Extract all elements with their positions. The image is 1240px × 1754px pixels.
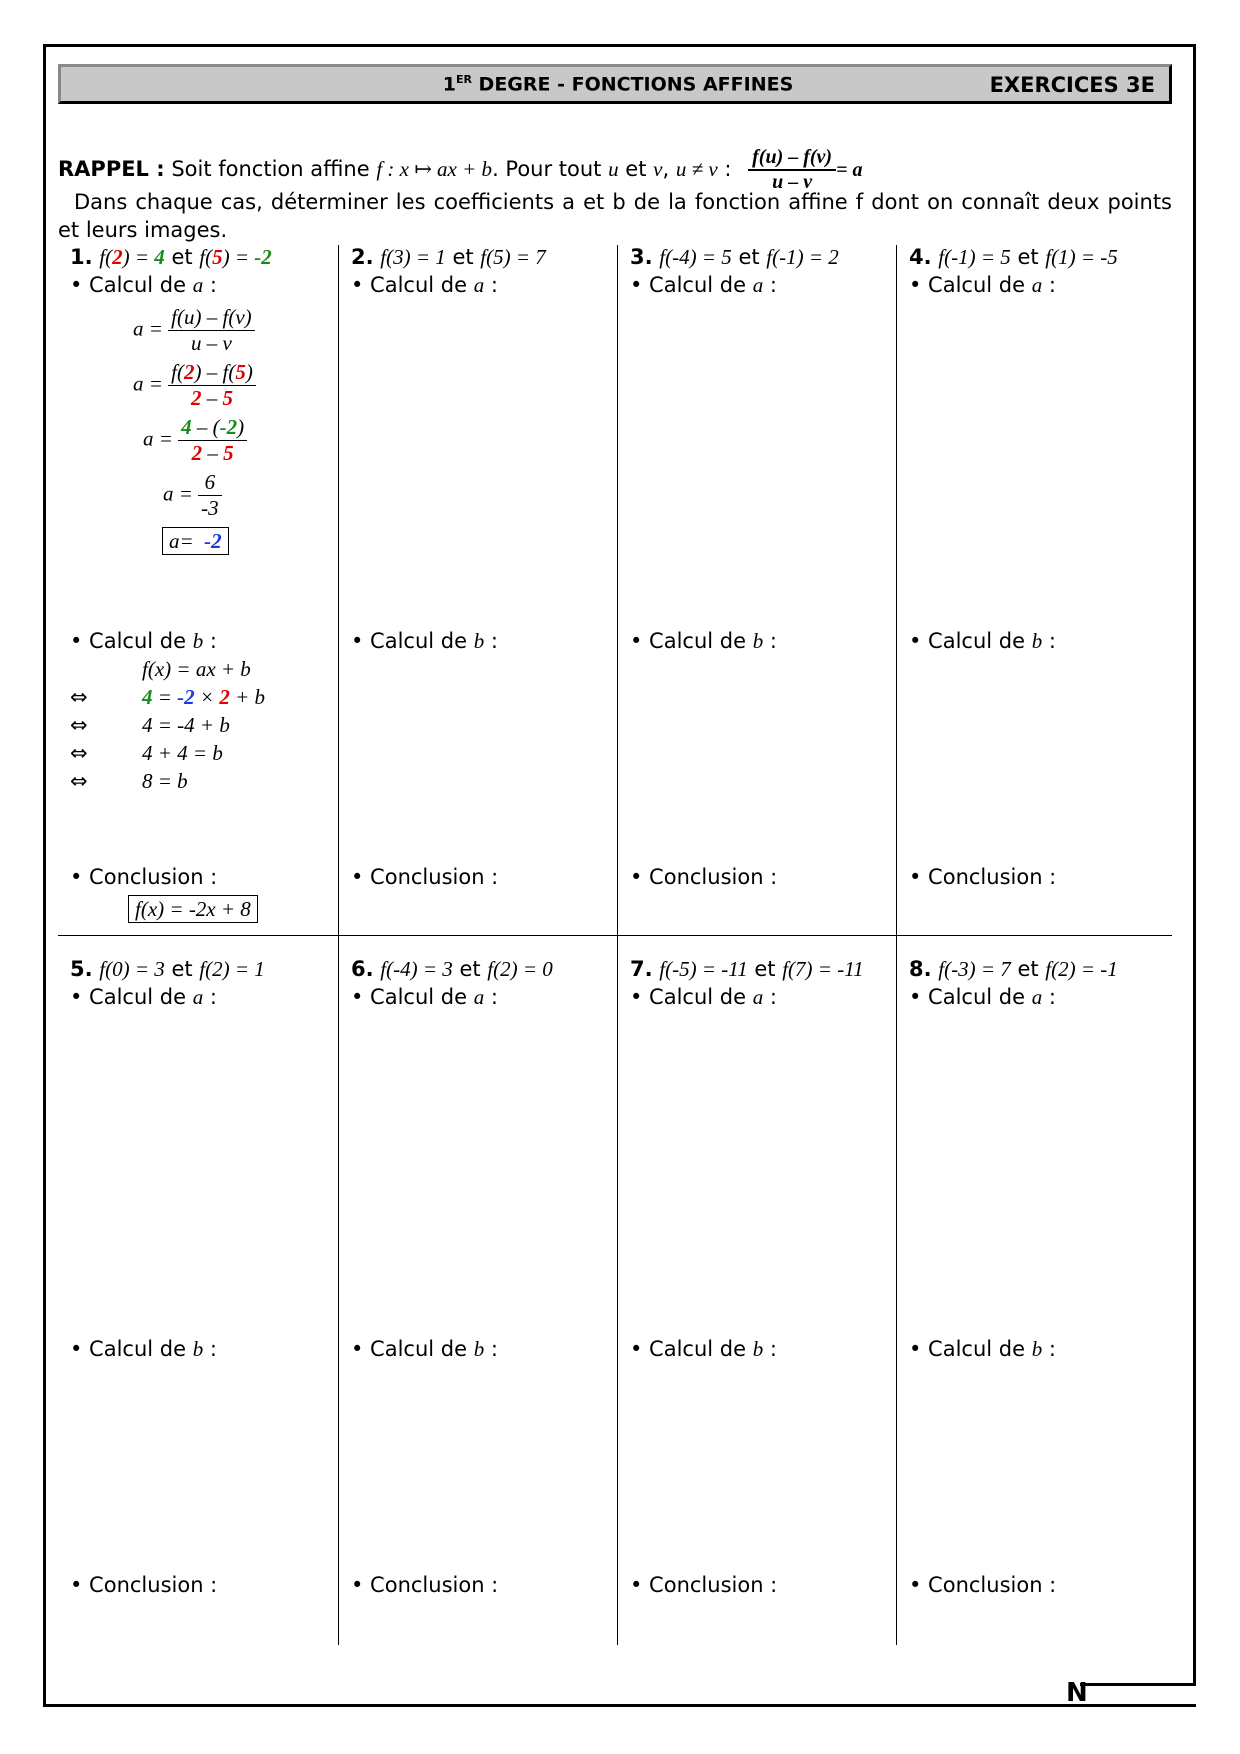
exercise-7 [618,957,883,1647]
calcul-b-label: • Calcul de b : [351,629,498,653]
calcul-a-label: • Calcul de a : [351,985,498,1009]
conclusion-label: • Conclusion : [630,865,778,889]
exercise-title: 7. f(-5) = -11 et f(7) = -11 [630,957,864,981]
step-a-substitute-x: a = $\frac{f(2) - f(5)}{2 - 5}$ [133,360,256,411]
instructions: Dans chaque cas, déterminer les coefficients a et b de la fonction affine f dont on connaît deux points et leurs images. [58,190,1172,242]
step-a-substitute-y: a = $\frac{4 - (-2)}{2 - 5}$ [143,415,247,466]
exercise-4 [897,245,1162,935]
exercise-1 [58,245,323,935]
exercise-title: 2. f(3) = 1 et f(5) = 7 [351,245,546,269]
rappel-fraction: $\frac{f(u) - f(v)}{u - v}$ [748,146,836,194]
calcul-b-label: • Calcul de b : [630,629,777,653]
exercise-title: 5. f(0) = 3 et f(2) = 1 [70,957,265,981]
calcul-b-label: • Calcul de b : [630,1337,777,1361]
step-b-4: ⇔ 4 + 4 = b [70,741,223,765]
conclusion-label: • Conclusion : [351,865,499,889]
conclusion-label: • Conclusion : [630,1573,778,1597]
step-b-formula: f(x) = ax + b [142,657,251,681]
exercise-2 [339,245,604,935]
conclusion-label: • Conclusion : [909,1573,1057,1597]
result-a: a= -2 [162,529,229,554]
corner-mark: N [1066,1678,1088,1708]
exercise-title: 4. f(-1) = 5 et f(1) = -5 [909,245,1118,269]
calcul-a-label: • Calcul de a : [909,985,1056,1009]
rappel: RAPPEL : Soit fonction affine f : x ↦ ax + b. Pour tout u et v, u ≠ v : $\frac{f(u) - f(v)}{u - v}$ = a [58,146,863,193]
calcul-b-label: • Calcul de b : [70,1337,217,1361]
exercise-6 [339,957,604,1647]
page-frame-right [1193,44,1196,1684]
calcul-a-label: • Calcul de a : [630,985,777,1009]
conclusion-label: • Conclusion : [70,1573,218,1597]
calcul-b-label: • Calcul de b : [70,629,217,653]
calcul-a-label: • Calcul de a : [909,273,1056,297]
exercise-8 [897,957,1162,1647]
corner-line [1080,1683,1196,1686]
conclusion-result: f(x) = -2x + 8 [128,897,258,922]
calcul-b-label: • Calcul de b : [909,1337,1056,1361]
step-a-formula: a = $\frac{f(u) - f(v)}{u - v}$ [133,305,255,356]
step-b-2: ⇔ 4 = -2 × 2 + b [70,685,266,709]
calcul-b-label: • Calcul de b : [909,629,1056,653]
exercise-title: 8. f(-3) = 7 et f(2) = -1 [909,957,1118,981]
conclusion-label: • Conclusion : [351,1573,499,1597]
calcul-a-label: • Calcul de a : [351,273,498,297]
calcul-a-label: • Calcul de a : [70,985,217,1009]
calcul-a-label: • Calcul de a : [630,273,777,297]
step-a-simplify: a = $\frac{6}{-3}$ [163,470,222,521]
exercise-3 [618,245,883,935]
step-b-5: ⇔ 8 = b [70,769,188,793]
conclusion-label: • Conclusion : [909,865,1057,889]
conclusion-label: • Conclusion : [70,865,218,889]
calcul-a-label: • Calcul de a : [70,273,217,297]
exercise-5 [58,957,323,1647]
row-divider [58,935,1172,936]
exercise-title: 1. f(2) = 4 et f(5) = -2 [70,245,272,269]
page-header [58,64,1172,104]
step-b-3: ⇔ 4 = -4 + b [70,713,230,737]
exercise-title: 6. f(-4) = 3 et f(2) = 0 [351,957,553,981]
page-title: 1ER DEGRE - FONCTIONS AFFINES [442,73,794,96]
calcul-b-label: • Calcul de b : [351,1337,498,1361]
exercise-label: EXERCICES 3E [989,73,1155,97]
exercise-title: 3. f(-4) = 5 et f(-1) = 2 [630,245,839,269]
